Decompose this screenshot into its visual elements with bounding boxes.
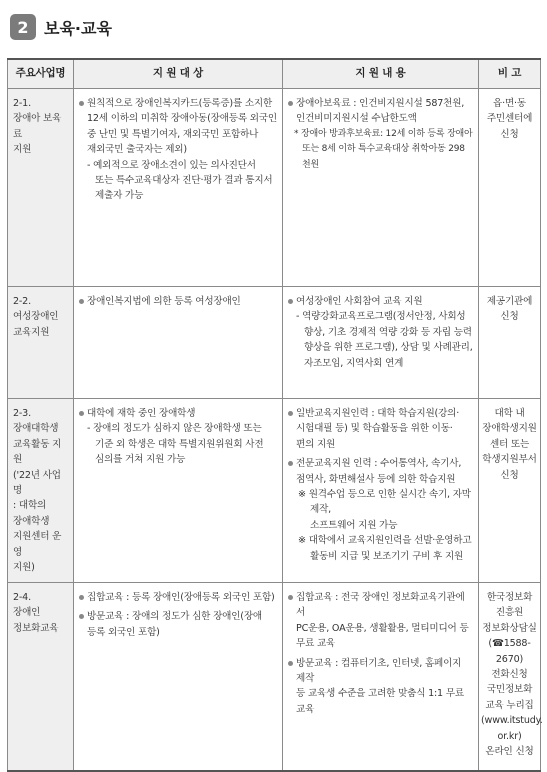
table-row: [8, 583, 541, 772]
header-content: 지 원 내 용: [283, 59, 479, 89]
content-bullet: 집합교육 : 전국 장애인 정보화교육기관에서 PC운용, OA운용, 생활활용, 멀티미디어 등 무료 교육: [288, 590, 473, 652]
header-note: 비 고: [479, 59, 541, 89]
content-bullet: 방문교육 : 컴퓨터기초, 인터넷, 홈페이지 제작 등 교육생 수준을 고려한 맞춤식 1:1 무료 교육: [288, 656, 473, 718]
business-name: 2-1. 장애아 보육료 지원: [8, 89, 74, 287]
table-row: [8, 89, 541, 287]
target-bullet: 원칙적으로 장애인복지카드(등록증)를 소지한 12세 이하의 미취학 장애아동(장애등록 외국인 중 난민 및 특별기여자, 재외국민 포함하나 재외국민 출국자는 제외): [79, 96, 277, 158]
target-bullet: 장애인복지법에 의한 등록 여성장애인: [79, 294, 277, 309]
header-target: 지 원 대 상: [74, 59, 283, 89]
content-cell: [283, 287, 479, 399]
content-cell: [283, 89, 479, 287]
table-row: [8, 399, 541, 583]
section-header: [10, 14, 112, 40]
header-business: 주요사업명: [8, 59, 74, 89]
target-sub: - 예외적으로 장애소견이 있는 의사진단서 또는 특수교육대상자 진단·평가 결과 통지서 제출자 가능: [87, 159, 273, 202]
content-note: ※ 원격수업 등으로 인한 실시간 속기, 자막제작, 소프트웨어 지원 가능: [298, 489, 471, 531]
content-bullet: 여성장애인 사회참여 교육 지원: [288, 294, 473, 309]
target-bullet: 방문교육 : 장애의 정도가 심한 장애인(장애 등록 외국인 포함): [79, 609, 277, 640]
target-bullet: 집합교육 : 등록 장애인(장애등록 외국인 포함): [79, 590, 277, 605]
business-name: 2-2. 여성장애인 교육지원: [8, 287, 74, 399]
content-bullet: 장애아보육료 : 인건비지원시설 587천원, 인건비미지원시설 수납한도액: [288, 96, 473, 127]
business-name: 2-4. 장애인 정보화교육: [8, 583, 74, 772]
target-sub: - 장애의 정도가 심하지 않은 장애학생 또는 기준 외 학생은 대학 특별지원위원회 사전 심의를 거쳐 지원 가능: [87, 423, 264, 466]
note-cell: 읍·면·동 주민센터에 신청: [479, 89, 541, 287]
content-bullet: 전문교육지원 인력 : 수어통역사, 속기사, 점역사, 화면해설사 등에 의한 학습지원: [288, 456, 473, 487]
section-title: 보육·교육: [44, 18, 112, 38]
note-cell: 한국정보화 진흥원 정보화상담실 (☎1588-2670) 전화신청 국민정보화 교육 누리집 (www.itstudy. or.kr) 온라인 신청: [479, 583, 541, 772]
table-row: [8, 287, 541, 399]
note-cell: 제공기관에 신청: [479, 287, 541, 399]
note-cell: 대학 내 장애학생지원 센터 또는 학생지원부서 신청: [479, 399, 541, 583]
content-note: * 장애아 방과후보육료: 12세 이하 등록 장애아 또는 8세 이하 특수교육대상 취학아동 298 천원: [294, 128, 473, 170]
target-cell: [74, 287, 283, 399]
target-cell: [74, 89, 283, 287]
business-name: 2-3. 장애대학생 교육활동 지원 ('22년 사업명 : 대학의 장애학생 지원센터 운영 지원): [8, 399, 74, 583]
target-bullet: 대학에 재학 중인 장애학생: [79, 406, 277, 421]
content-sub: - 역량강화교육프로그램(정서안정, 사회성 향상, 기초 경제적 역량 강화 등 자립 능력 향상을 위한 프로그램), 상담 및 사례관리, 자조모임, 지역사회 연계: [296, 311, 473, 369]
content-bullet: 일반교육지원인력 : 대학 학습지원(강의· 시험대필 등) 및 학습활동을 위한 이동· 편의 지원: [288, 406, 473, 452]
table-header-row: [8, 59, 541, 89]
target-cell: [74, 583, 283, 772]
support-table: [7, 58, 541, 772]
content-note: ※ 대학에서 교육지원인력을 선발·운영하고 활동비 지급 및 보조기기 구비 후 지원: [298, 535, 472, 562]
content-cell: [283, 399, 479, 583]
content-cell: [283, 583, 479, 772]
target-cell: [74, 399, 283, 583]
section-number-badge: 2: [10, 14, 36, 40]
